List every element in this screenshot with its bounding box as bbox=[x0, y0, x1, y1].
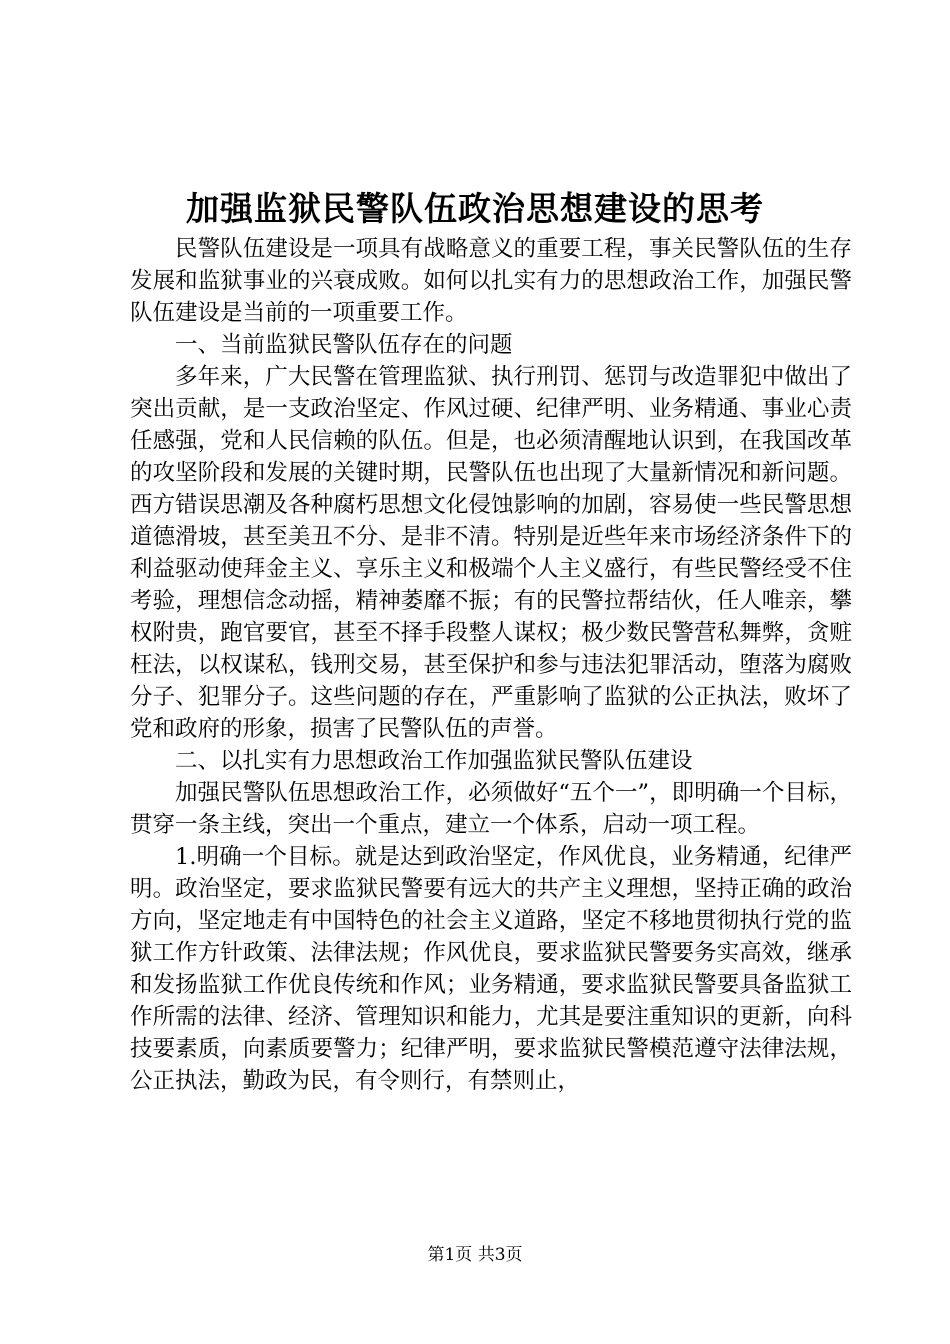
five-ones-paragraph: 加强民警队伍思想政治工作，必须做好“五个一”，即明确一个目标，贯穿一条主线，突出一个重点，建立一个体系，启动一项工程。 bbox=[130, 780, 852, 838]
intro-paragraph: 民警队伍建设是一项具有战略意义的重要工程，事关民警队伍的生存发展和监狱事业的兴衰成败。如何以扎实有力的思想政治工作，加强民警队伍建设是当前的一项重要工作。 bbox=[130, 236, 852, 326]
section-heading-1: 一、当前监狱民警队伍存在的问题 bbox=[175, 332, 513, 358]
goal-paragraph: 1.明确一个目标。就是达到政治坚定，作风优良，业务精通，纪律严明。政治坚定，要求监狱民警要有远大的共产主义理想，坚持正确的政治方向，坚定地走有中国特色的社会主义道路，坚定不移地贯彻执行党的监狱工作方针政策、法律法规；作风优良，要求监狱民警要务实高效，继承和发扬监狱工作优良传统和作风；业务精通，要求监狱民警要具备监狱工作所需的法律、经济、管理知识和能力，尤其是要注重知识的更新，向科技要素质，向素质要警力；纪律严明，要求监狱民警模范遵守法律法规，公正执法，勤政为民，有令则行，有禁则止， bbox=[130, 844, 852, 1094]
document-body bbox=[130, 233, 852, 1097]
problems-paragraph: 多年来，广大民警在管理监狱、执行刑罚、惩罚与改造罪犯中做出了突出贡献，是一支政治坚定、作风过硬、纪律严明、业务精通、事业心责任感强，党和人民信赖的队伍。但是，也必须清醒地认识到，在我国改革的攻坚阶段和发展的关键时期，民警队伍也出现了大量新情况和新问题。西方错误思潮及各种腐朽思想文化侵蚀影响的加剧，容易使一些民警思想道德滑坡，甚至美丑不分、是非不清。特别是近些年来市场经济条件下的利益驱动使拜金主义、享乐主义和极端个人主义盛行，有些民警经受不住考验，理想信念动摇，精神萎靡不振；有的民警拉帮结伙，任人唯亲，攀权附贵，跑官要官，甚至不择手段整人谋权；极少数民警营私舞弊，贪赃枉法，以权谋私，钱刑交易，甚至保护和参与违法犯罪活动，堕落为腐败分子、犯罪分子。这些问题的存在，严重影响了监狱的公正执法，败坏了党和政府的形象，损害了民警队伍的声誉。 bbox=[130, 364, 852, 742]
page-number-footer: 第1页 共3页 bbox=[427, 1245, 523, 1265]
document-title: 加强监狱民警队伍政治思想建设的思考 bbox=[186, 189, 764, 228]
section-heading-2: 二、以扎实有力思想政治工作加强监狱民警队伍建设 bbox=[175, 748, 693, 774]
